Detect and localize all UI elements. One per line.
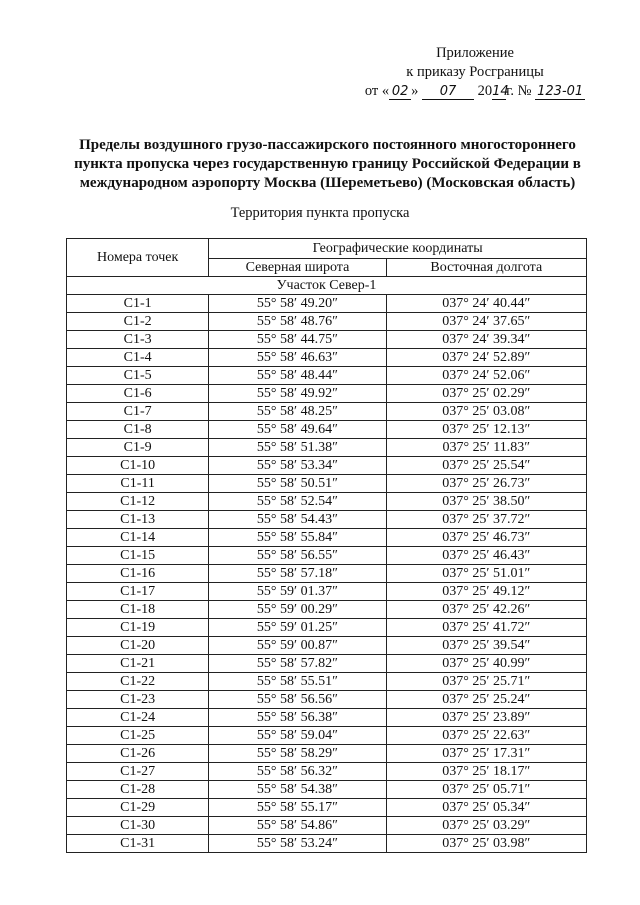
point-number: С1-8 (67, 421, 209, 439)
date-year-prefix: 20 (477, 83, 493, 99)
table-row (67, 349, 587, 367)
table-row (67, 313, 587, 331)
point-number: С1-20 (67, 637, 209, 655)
appendix-block (355, 44, 595, 101)
table-row (67, 385, 587, 403)
longitude-cell: 037° 25′ 40.99″ (386, 655, 586, 673)
latitude-cell: 55° 58′ 55.51″ (209, 673, 386, 691)
date-day: 02 (389, 85, 411, 100)
longitude-cell: 037° 25′ 02.29″ (386, 385, 586, 403)
longitude-cell: 037° 24′ 52.89″ (386, 349, 586, 367)
point-number: С1-4 (67, 349, 209, 367)
latitude-cell: 55° 58′ 56.56″ (209, 691, 386, 709)
table-row (67, 367, 587, 385)
point-number: С1-5 (67, 367, 209, 385)
coordinates-table (66, 238, 587, 853)
date-sep: » (411, 83, 419, 99)
point-number: С1-22 (67, 673, 209, 691)
table-row (67, 727, 587, 745)
longitude-cell: 037° 25′ 22.63″ (386, 727, 586, 745)
longitude-cell: 037° 24′ 37.65″ (386, 313, 586, 331)
longitude-cell: 037° 25′ 11.83″ (386, 439, 586, 457)
appendix-label: Приложение (436, 45, 514, 61)
header-latitude: Северная широта (209, 259, 386, 277)
latitude-cell: 55° 58′ 57.82″ (209, 655, 386, 673)
longitude-cell: 037° 25′ 42.26″ (386, 601, 586, 619)
latitude-cell: 55° 58′ 53.24″ (209, 835, 386, 853)
point-number: С1-11 (67, 475, 209, 493)
latitude-cell: 55° 58′ 48.44″ (209, 367, 386, 385)
date-year-suffix: 14 (492, 84, 509, 99)
point-number: С1-14 (67, 529, 209, 547)
order-number: 123-01 (537, 84, 584, 99)
point-number: С1-1 (67, 295, 209, 313)
longitude-cell: 037° 25′ 25.54″ (386, 457, 586, 475)
longitude-cell: 037° 24′ 39.34″ (386, 331, 586, 349)
latitude-cell: 55° 58′ 59.04″ (209, 727, 386, 745)
point-number: С1-18 (67, 601, 209, 619)
table-row (67, 475, 587, 493)
latitude-cell: 55° 58′ 50.51″ (209, 475, 386, 493)
point-number: С1-23 (67, 691, 209, 709)
table-row (67, 583, 587, 601)
latitude-cell: 55° 59′ 01.25″ (209, 619, 386, 637)
latitude-cell: 55° 58′ 54.86″ (209, 817, 386, 835)
longitude-cell: 037° 25′ 05.71″ (386, 781, 586, 799)
table-row (67, 799, 587, 817)
table-row (67, 439, 587, 457)
table-row (67, 619, 587, 637)
point-number: С1-26 (67, 745, 209, 763)
latitude-cell: 55° 58′ 49.20″ (209, 295, 386, 313)
point-number: С1-15 (67, 547, 209, 565)
point-number: С1-31 (67, 835, 209, 853)
date-month: 07 (422, 85, 474, 100)
longitude-cell: 037° 25′ 26.73″ (386, 475, 586, 493)
latitude-cell: 55° 58′ 57.18″ (209, 565, 386, 583)
latitude-cell: 55° 58′ 56.38″ (209, 709, 386, 727)
point-number: С1-30 (67, 817, 209, 835)
point-number: С1-16 (67, 565, 209, 583)
latitude-cell: 55° 59′ 00.87″ (209, 637, 386, 655)
section-subtitle: Территория пункта пропуска (230, 205, 410, 221)
table-row (67, 763, 587, 781)
longitude-cell: 037° 25′ 39.54″ (386, 637, 586, 655)
table-row (67, 457, 587, 475)
latitude-cell: 55° 58′ 52.54″ (209, 493, 386, 511)
latitude-cell: 55° 58′ 54.43″ (209, 511, 386, 529)
longitude-cell: 037° 25′ 17.31″ (386, 745, 586, 763)
point-number: С1-24 (67, 709, 209, 727)
longitude-cell: 037° 25′ 49.12″ (386, 583, 586, 601)
point-number: С1-27 (67, 763, 209, 781)
longitude-cell: 037° 25′ 25.71″ (386, 673, 586, 691)
longitude-cell: 037° 25′ 46.73″ (386, 529, 586, 547)
document-title: Пределы воздушного грузо-пассажирского постоянного многостороннего пункта пропуска через государственную границу Российской Федерации в международном аэропорту Москва (Шереметьево) (Московская область) (74, 137, 581, 191)
latitude-cell: 55° 58′ 55.84″ (209, 529, 386, 547)
header-longitude: Восточная долгота (386, 259, 586, 277)
table-row (67, 565, 587, 583)
longitude-cell: 037° 24′ 52.06″ (386, 367, 586, 385)
longitude-cell: 037° 25′ 03.98″ (386, 835, 586, 853)
longitude-cell: 037° 24′ 40.44″ (386, 295, 586, 313)
table-row (67, 421, 587, 439)
longitude-cell: 037° 25′ 41.72″ (386, 619, 586, 637)
latitude-cell: 55° 58′ 48.76″ (209, 313, 386, 331)
point-number: С1-13 (67, 511, 209, 529)
point-number: С1-17 (67, 583, 209, 601)
header-point-numbers: Номера точек (67, 239, 209, 277)
point-number: С1-19 (67, 619, 209, 637)
number-label: г. № (506, 83, 532, 99)
longitude-cell: 037° 25′ 23.89″ (386, 709, 586, 727)
latitude-cell: 55° 58′ 51.38″ (209, 439, 386, 457)
longitude-cell: 037° 25′ 12.13″ (386, 421, 586, 439)
table-row (67, 493, 587, 511)
latitude-cell: 55° 58′ 54.38″ (209, 781, 386, 799)
table-row (67, 673, 587, 691)
table-row (67, 691, 587, 709)
latitude-cell: 55° 58′ 53.34″ (209, 457, 386, 475)
table-row (67, 331, 587, 349)
point-number: С1-6 (67, 385, 209, 403)
latitude-cell: 55° 58′ 56.32″ (209, 763, 386, 781)
point-number: С1-7 (67, 403, 209, 421)
table-row (67, 547, 587, 565)
latitude-cell: 55° 59′ 01.37″ (209, 583, 386, 601)
latitude-cell: 55° 58′ 46.63″ (209, 349, 386, 367)
latitude-cell: 55° 59′ 00.29″ (209, 601, 386, 619)
table-row (67, 817, 587, 835)
point-number: С1-29 (67, 799, 209, 817)
appendix-date-line (355, 82, 595, 101)
point-number: С1-2 (67, 313, 209, 331)
table-row (67, 781, 587, 799)
table-row (67, 709, 587, 727)
header-geo-coords: Географические координаты (209, 239, 587, 259)
date-prefix: от « (364, 83, 390, 99)
point-number: С1-9 (67, 439, 209, 457)
longitude-cell: 037° 25′ 37.72″ (386, 511, 586, 529)
point-number: С1-10 (67, 457, 209, 475)
table-row (67, 295, 587, 313)
longitude-cell: 037° 25′ 25.24″ (386, 691, 586, 709)
longitude-cell: 037° 25′ 51.01″ (386, 565, 586, 583)
appendix-order-ref: к приказу Росграницы (406, 64, 544, 80)
point-number: С1-12 (67, 493, 209, 511)
longitude-cell: 037° 25′ 05.34″ (386, 799, 586, 817)
section-row: Участок Север-1 (67, 277, 587, 295)
table-row (67, 403, 587, 421)
table-row (67, 637, 587, 655)
table-row (67, 511, 587, 529)
point-number: С1-3 (67, 331, 209, 349)
point-number: С1-25 (67, 727, 209, 745)
latitude-cell: 55° 58′ 55.17″ (209, 799, 386, 817)
latitude-cell: 55° 58′ 48.25″ (209, 403, 386, 421)
table-row (67, 529, 587, 547)
latitude-cell: 55° 58′ 49.64″ (209, 421, 386, 439)
longitude-cell: 037° 25′ 03.08″ (386, 403, 586, 421)
longitude-cell: 037° 25′ 03.29″ (386, 817, 586, 835)
latitude-cell: 55° 58′ 49.92″ (209, 385, 386, 403)
latitude-cell: 55° 58′ 56.55″ (209, 547, 386, 565)
table-row (67, 835, 587, 853)
point-number: С1-28 (67, 781, 209, 799)
latitude-cell: 55° 58′ 44.75″ (209, 331, 386, 349)
longitude-cell: 037° 25′ 18.17″ (386, 763, 586, 781)
table-row (67, 601, 587, 619)
table-row (67, 745, 587, 763)
latitude-cell: 55° 58′ 58.29″ (209, 745, 386, 763)
table-row (67, 655, 587, 673)
point-number: С1-21 (67, 655, 209, 673)
longitude-cell: 037° 25′ 46.43″ (386, 547, 586, 565)
longitude-cell: 037° 25′ 38.50″ (386, 493, 586, 511)
